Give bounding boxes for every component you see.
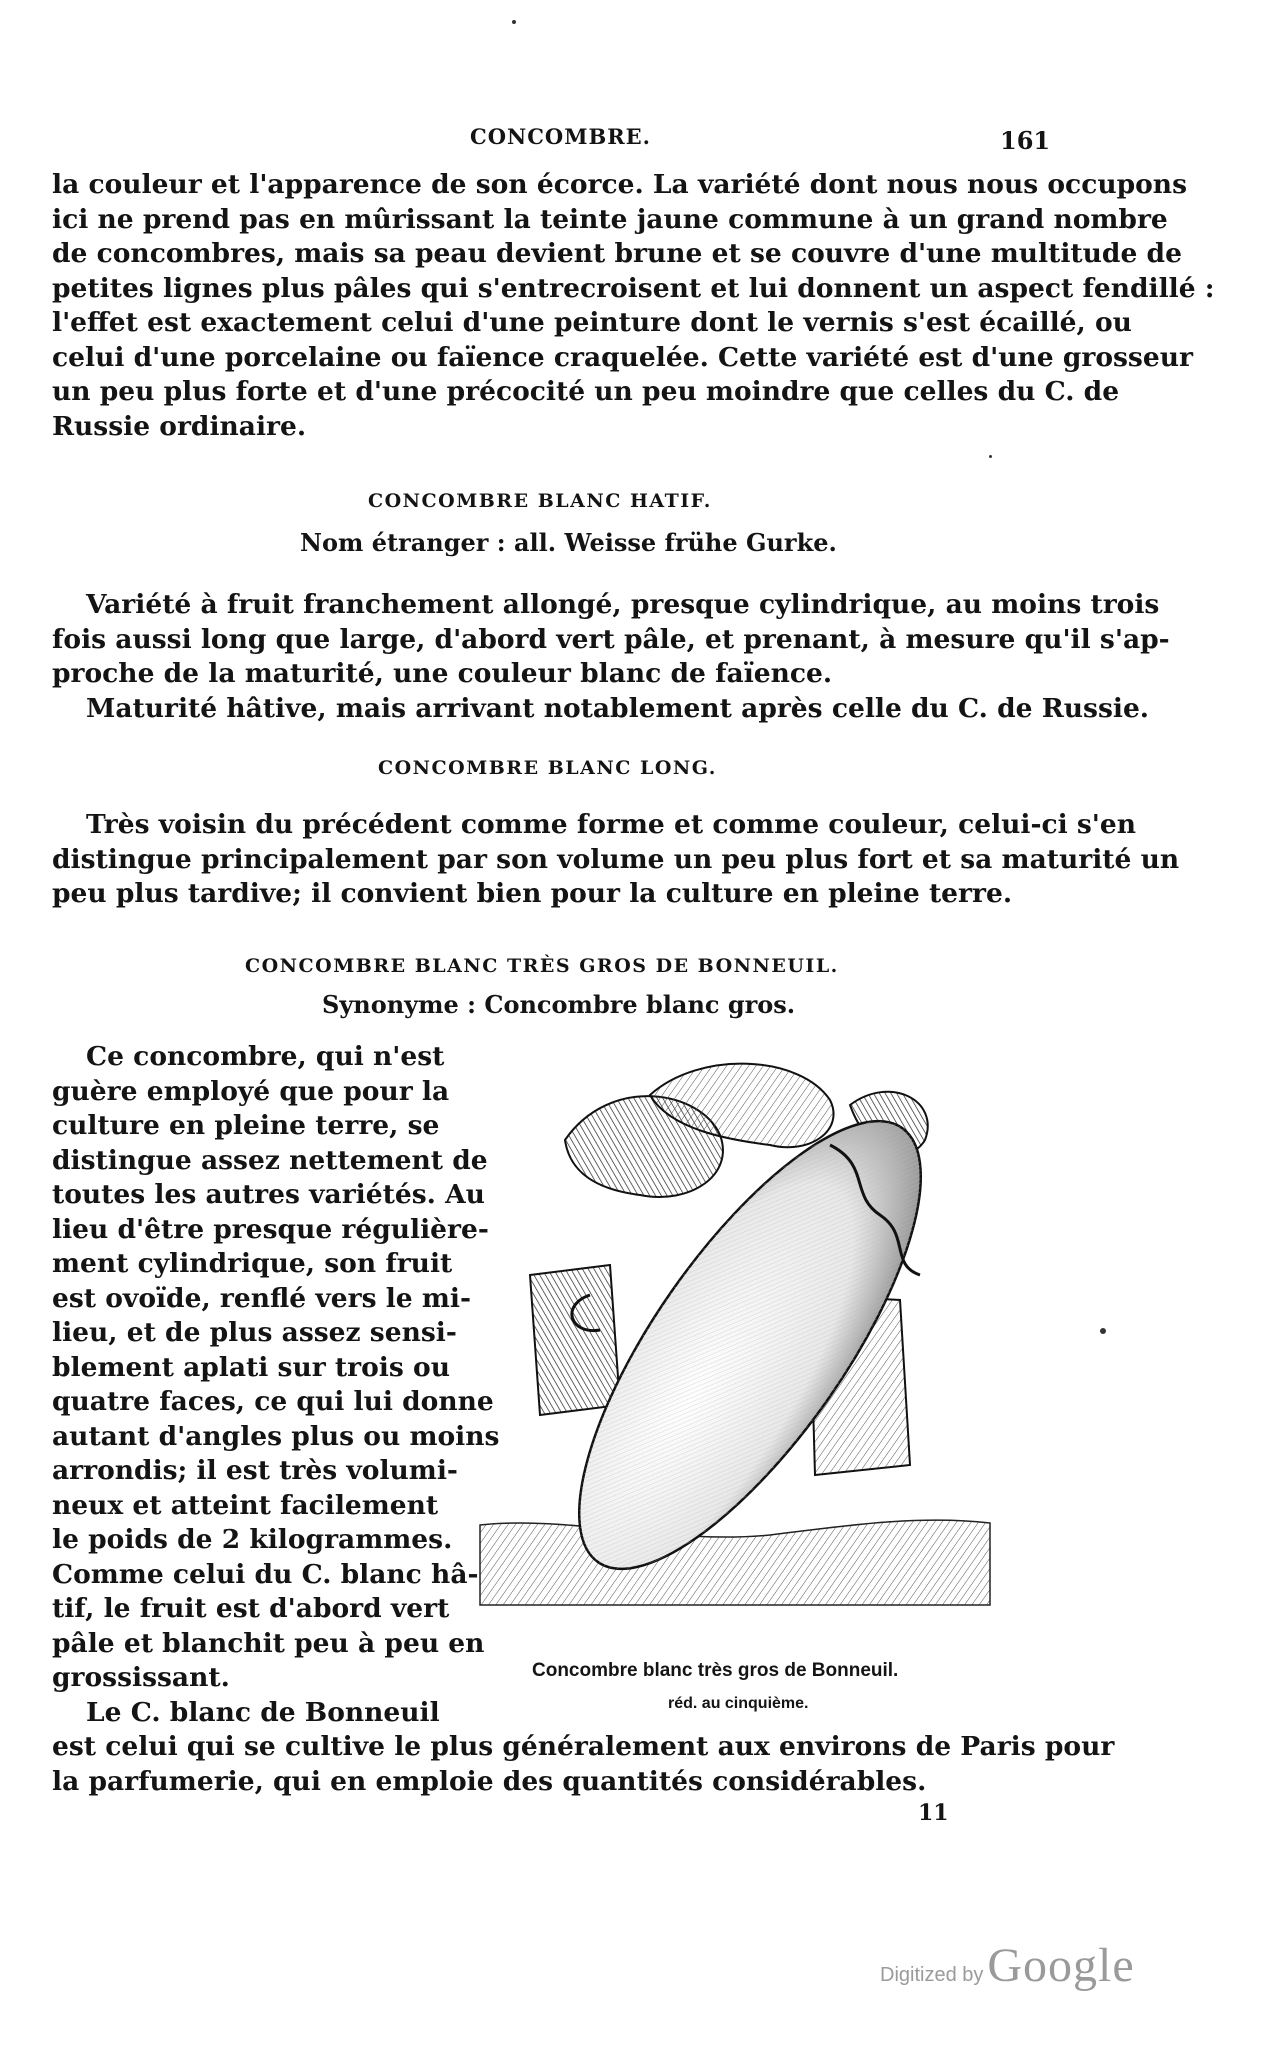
text-line: ment cylindrique, son fruit (52, 1248, 453, 1279)
text-line: de concombres, mais sa peau devient brune et se couvre d'une multitude de (52, 238, 1182, 269)
running-header: CONCOMBRE. (470, 124, 651, 149)
text-line: arrondis; il est très volumi- (52, 1455, 458, 1486)
text-line: tif, le fruit est d'abord vert (52, 1593, 450, 1624)
text-line: Russie ordinaire. (52, 410, 307, 442)
section-title-blanc-hatif: CONCOMBRE BLANC HATIF. (368, 490, 712, 512)
text-line: autant d'angles plus ou moins (52, 1420, 500, 1452)
text-line: Variété à fruit franchement allongé, presque cylindrique, au moins trois (86, 589, 1160, 620)
section3-column (52, 1040, 500, 1730)
text-line: est celui qui se cultive le plus généralement aux environs de Paris pour (52, 1731, 1115, 1762)
digitized-watermark (880, 1938, 1135, 1993)
scan-speck (512, 20, 516, 24)
text-line: proche de la maturité, une couleur blanc de faïence. (52, 658, 833, 689)
scan-speck (1100, 1328, 1106, 1334)
text-line: Ce concombre, qui n'est (86, 1041, 445, 1072)
text-line: un peu plus forte et d'une précocité un peu moindre que celles du C. de (52, 376, 1120, 407)
text-line: Comme celui du C. blanc hâ- (52, 1558, 479, 1590)
section-title-tres-gros-bonneuil: CONCOMBRE BLANC TRÈS GROS DE BONNEUIL. (245, 955, 839, 977)
cucumber-illustration (470, 1045, 1030, 1630)
text-line: guère employé que pour la (52, 1075, 450, 1107)
text-line: blement aplati sur trois ou (52, 1351, 450, 1383)
google-logo: Google (987, 1939, 1135, 1992)
text-line: grossissant. (52, 1662, 230, 1693)
watermark-label: Digitized by (880, 1964, 984, 1986)
text-line: pâle et blanchit peu à peu en (52, 1627, 485, 1659)
intro-paragraph (52, 168, 1215, 444)
text-line: ici ne prend pas en mûrissant la teinte jaune commune à un grand nombre (52, 203, 1168, 235)
text-line: peu plus tardive; il convient bien pour la culture en pleine terre. (52, 878, 1013, 909)
text-line: est ovoïde, renflé vers le mi- (52, 1282, 471, 1314)
figure-subcaption: réd. au cinquième. (668, 1695, 809, 1712)
section-title-blanc-long: CONCOMBRE BLANC LONG. (378, 757, 717, 779)
text-line: la parfumerie, qui en emploie des quantités considérables. (52, 1765, 927, 1797)
text-line: lieu, et de plus assez sensi- (52, 1317, 457, 1348)
text-line: distingue assez nettement de (52, 1144, 488, 1176)
section3-closing-paragraph (52, 1730, 1115, 1799)
section2-paragraph (52, 808, 1180, 912)
text-line: l'effet est exactement celui d'une peinture dont le vernis s'est écaillé, ou (52, 307, 1132, 338)
stump-shape (530, 1265, 620, 1415)
text-line: distingue principalement par son volume un peu plus fort et sa maturité un (52, 843, 1180, 875)
scan-speck (989, 455, 992, 458)
text-line: la couleur et l'apparence de son écorce. La variété dont nous nous occupons (52, 169, 1187, 200)
section1-paragraph (52, 588, 1170, 726)
text-line: celui d'une porcelaine ou faïence craquelée. Cette variété est d'une grosseur (52, 341, 1193, 373)
page-number: 161 (1000, 126, 1051, 155)
foreign-name: Nom étranger : all. Weisse frühe Gurke. (300, 528, 837, 557)
text-line: toutes les autres variétés. Au (52, 1179, 485, 1210)
text-line: Très voisin du précédent comme forme et comme couleur, celui-ci s'en (86, 809, 1137, 840)
signature-number: 11 (918, 1800, 949, 1826)
text-line: petites lignes plus pâles qui s'entrecroisent et lui donnent un aspect fendillé : (52, 272, 1215, 304)
text-line: Le C. blanc de Bonneuil (86, 1696, 440, 1728)
ground-shape (480, 1520, 990, 1605)
text-line: culture en pleine terre, se (52, 1110, 440, 1141)
text-line: fois aussi long que large, d'abord vert pâle, et prenant, à mesure qu'il s'ap- (52, 623, 1170, 655)
figure-caption: Concombre blanc très gros de Bonneuil. (532, 1660, 899, 1681)
text-line: neux et atteint facilement (52, 1489, 439, 1521)
text-line: quatre faces, ce qui lui donne (52, 1386, 494, 1417)
text-line: lieu d'être presque régulière- (52, 1213, 489, 1245)
text-line: Maturité hâtive, mais arrivant notablement après celle du C. de Russie. (86, 692, 1150, 724)
text-line: le poids de 2 kilogrammes. (52, 1524, 453, 1555)
synonym: Synonyme : Concombre blanc gros. (322, 990, 796, 1019)
